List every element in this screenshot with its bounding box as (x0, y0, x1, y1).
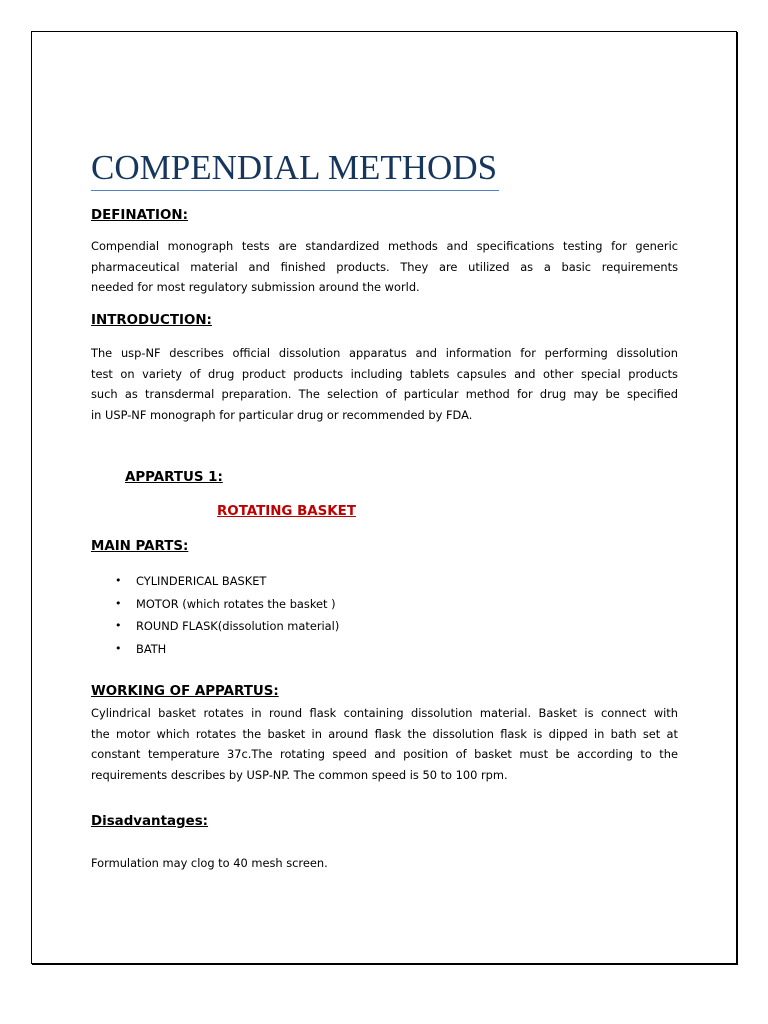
list-item-text: ROUND FLASK(dissolution material) (136, 619, 340, 633)
list-item-text: CYLINDERICAL BASKET (136, 574, 267, 588)
disadvantages-paragraph (91, 853, 678, 874)
bullet-icon: • (115, 641, 122, 655)
introduction-line: test on variety of drug product products including tablets capsules and other special products (91, 366, 678, 381)
working-line: constant temperature 37c.The rotating speed and position of basket must be according to the (91, 747, 678, 761)
bullet-icon: • (115, 574, 122, 587)
page-title: COMPENDIAL METHODS (91, 148, 498, 187)
definition-paragraph (91, 236, 678, 298)
list-item-text: MOTOR (which rotates the basket ) (136, 596, 336, 611)
working-line: the motor which rotates the basket in around flask the dissolution flask is dipped in bath set at (91, 726, 678, 741)
definition-line: Compendial monograph tests are standardized methods and specifications testing for generic (91, 239, 678, 253)
working-heading: WORKING OF APPARTUS: (91, 684, 279, 699)
list-item (91, 615, 339, 638)
disadvantages-heading: Disadvantages: (91, 814, 209, 829)
introduction-line: such as transdermal preparation. The selection of particular method for drug may be specified (91, 387, 678, 401)
definition-heading: DEFINATION: (91, 208, 188, 223)
list-item (91, 593, 339, 616)
introduction-heading: INTRODUCTION: (91, 313, 212, 328)
working-paragraph (91, 703, 678, 785)
disadvantages-line: Formulation may clog to 40 mesh screen. (91, 856, 328, 870)
title-underline-rule (91, 190, 499, 191)
main-parts-list (91, 570, 339, 660)
introduction-line: in USP-NF monograph for particular drug or recommended by FDA. (91, 407, 473, 422)
list-item-text: BATH (136, 641, 167, 656)
definition-line: needed for most regulatory submission around the world. (91, 280, 420, 294)
definition-line: pharmaceutical material and finished products. They are utilized as a basic requirements (91, 259, 678, 274)
rotating-basket-subheading: ROTATING BASKET (217, 504, 356, 519)
list-item (91, 570, 339, 593)
introduction-paragraph (91, 343, 678, 425)
working-line: Cylindrical basket rotates in round flask containing dissolution material. Basket is connect with (91, 706, 678, 720)
introduction-line: The usp-NF describes official dissolution apparatus and information for performing dissolution (91, 346, 678, 360)
bullet-icon: • (115, 596, 122, 610)
working-line: requirements describes by USP-NP. The common speed is 50 to 100 rpm. (91, 767, 508, 782)
list-item (91, 638, 339, 661)
bullet-icon: • (115, 619, 122, 632)
main-parts-heading: MAIN PARTS: (91, 539, 189, 554)
apparatus-heading: APPARTUS 1: (125, 470, 223, 485)
